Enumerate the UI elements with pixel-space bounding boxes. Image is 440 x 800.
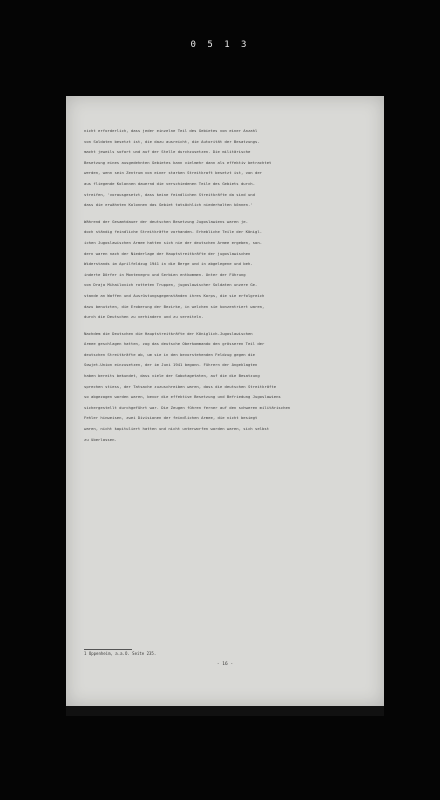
- paragraph-1: [84, 126, 370, 211]
- text-line: nicht erforderlich, dass jeder einzelne Teil des Gebietes von einer Anzahl: [84, 128, 258, 133]
- text-line: doch ständig feindliche Streitkräfte vorhanden. Erhebliche Teile der Königl-: [84, 229, 263, 235]
- page-bottom-shadow: [66, 706, 384, 716]
- text-line: ichen Jugoslawischen Armee hatten sich nie der deutschen Armee ergeben, son-: [84, 239, 263, 245]
- text-line: streifen, 'vorausgesetzt, dass keine feindlichen Streitkräfte da sind und: [84, 191, 255, 197]
- text-line: dern waren nach der Niederlage der Hauptstreitkräfte der jugoslawischen: [84, 250, 251, 256]
- document-page: [66, 96, 384, 706]
- text-line: Armee geschlagen hatten, zog das deutsche Oberkommando den grösseren Teil der: [84, 341, 265, 347]
- frame-number: 0 5 1 3: [190, 40, 250, 50]
- footnote: 1 Oppenheim, a.a.O. Seite 235.: [84, 651, 157, 656]
- text-line: deutschen Streitkräfte ab, um sie in den bevorstehenden Feldzug gegen die: [84, 351, 255, 357]
- paragraph-2: [84, 217, 370, 323]
- text-line: Während der Gesamtdauer der deutschen Besetzung Jugoslawiens waren je-: [84, 218, 248, 224]
- text-line: waren, nicht kapituliert hatten und nicht unterworfen worden waren, sich selbst: [84, 426, 270, 432]
- footnote-rule: [84, 649, 132, 650]
- text-line: aus fliegende Kolonnen dauernd die verschiedenen Teile des Gebiets durch-: [84, 180, 255, 186]
- text-line: dass die erwähnten Kolonnen das Gebiet tatsächlich niederhalten können.': [84, 202, 253, 208]
- paragraph-3: [84, 329, 370, 446]
- text-line: sprechen stiess, der Tatsache zuzuschreiben waren, dass die deutschen Streitkräfte: [84, 383, 277, 389]
- text-line: macht jeweils sofort und auf der Stelle durchzusetzen. Die militärische: [84, 149, 251, 155]
- text-line: Besetzung eines ausgedehnten Gebietes kann vielmehr dann als effektiv betrachtet: [84, 159, 272, 165]
- text-line: zu überlassen.: [84, 436, 117, 442]
- text-line: sichergestellt durchgeführt war. Die Zeugen führen ferner auf den schweren militärischen: [84, 404, 291, 410]
- text-line: so abgezogen worden waren, bevor die effektive Besetzung und Befriedung Jugoslawiens: [84, 394, 281, 400]
- document-body: [84, 126, 370, 445]
- text-line: Nachdem die Deutschen die Hauptstreitkräfte der Königlich-Jugoslawischen: [84, 330, 253, 336]
- page-number: - 16 -: [216, 662, 234, 667]
- text-line: Fehler hinweisen, zwei Divisionen der feindlichen Armee, die nicht besiegt: [84, 415, 258, 421]
- text-line: dazu benutzten, die Eroberung der Bezirke, in welchen sie konzentriert waren,: [84, 303, 265, 309]
- text-line: haben bereits bekundet, dass viele der Sabotagetaten, auf die die Besatzung: [84, 373, 260, 379]
- text-line: werden, wenn sein Zentrum von einer starken Streitkraft besetzt ist, von der: [84, 170, 263, 176]
- text-line: Sowjet-Union einzusetzen, der im Juni 1941 begann. Führern der Angeklagten: [84, 362, 258, 368]
- text-line: Widerstands im Aprilfeldzug 1941 in die Berge und in abgelegene und beh-: [84, 261, 253, 267]
- text-line: durch die Deutschen zu verhindern und zu vereiteln.: [84, 314, 204, 320]
- text-line: von Draja Mihailovich rotteten Truppen, jugoslawischer Soldaten unzere Ge-: [84, 282, 258, 288]
- text-line: inderte Dörfer in Montenegro und Serbien entkommen. Unter der Führung: [84, 271, 246, 277]
- text-line: stande an Waffen und Ausrüstungsgegenständen ihres Korps, die sie erfolgreich: [84, 292, 265, 298]
- text-line: von Soldaten besetzt ist, die dazu ausreicht, die Autorität der Besatzungs-: [84, 138, 260, 144]
